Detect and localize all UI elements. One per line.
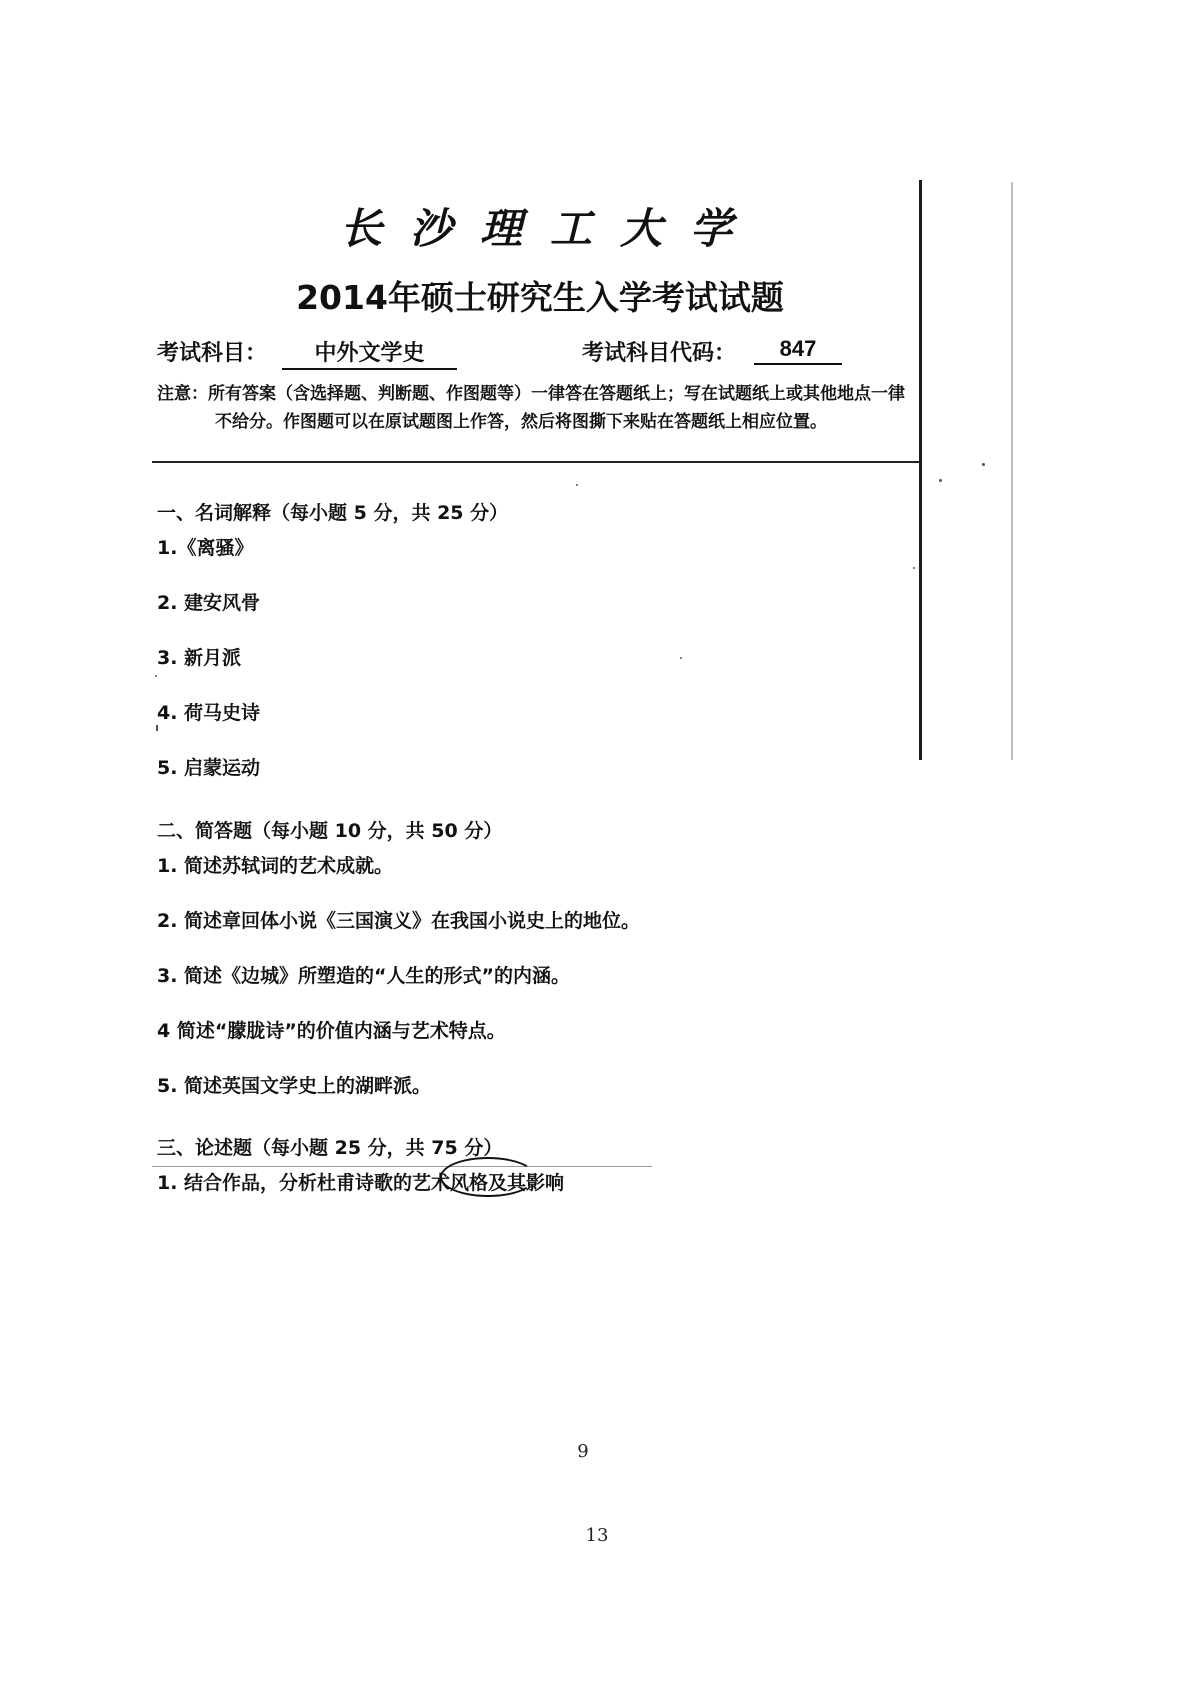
scan-border-line — [919, 180, 922, 760]
subject-label: 考试科目： — [157, 341, 268, 366]
question-item: 3. 简述《边城》所塑造的“人生的形式”的内涵。 — [157, 965, 571, 987]
section-heading: 三、论述题（每小题 25 分，共 75 分） — [157, 1137, 503, 1159]
school-name: 长沙理工大学 — [340, 204, 761, 253]
section-heading: 二、简答题（每小题 10 分，共 50 分） — [157, 820, 503, 842]
scan-speck — [155, 675, 157, 677]
outer-page-number: 13 — [585, 1525, 609, 1546]
subject-value: 中外文学史 — [282, 336, 457, 370]
question-item: 5. 简述英国文学史上的湖畔派。 — [157, 1075, 432, 1097]
handwritten-circle-mark — [440, 1157, 536, 1197]
scan-faint-line — [152, 1166, 652, 1167]
question-item: 2. 简述章回体小说《三国演义》在我国小说史上的地位。 — [157, 910, 641, 932]
header-divider — [152, 461, 920, 463]
subject-code-label: 考试科目代码： — [582, 341, 737, 366]
question-item: 1. 结合作品，分析杜甫诗歌的艺术风格及其影响 — [157, 1172, 565, 1194]
scan-speck — [913, 567, 915, 569]
question-item: 4. 荷马史诗 — [157, 702, 261, 724]
question-item: 3. 新月派 — [157, 647, 242, 669]
scan-speck — [680, 657, 682, 659]
subject-code-value: 847 — [754, 336, 842, 365]
exam-title: 2014年硕士研究生入学考试试题 — [296, 278, 784, 317]
question-item: 1. 简述苏轼词的艺术成就。 — [157, 855, 394, 877]
scan-speck — [939, 479, 942, 482]
question-item: 1.《离骚》 — [157, 537, 254, 559]
section-heading: 一、名词解释（每小题 5 分，共 25 分） — [157, 502, 509, 524]
scan-speck — [982, 463, 985, 466]
notice-text: 注意：所有答案（含选择题、判断题、作图题等）一律答在答题纸上；写在试题纸上或其他地点一律不给分。作图题可以在原试题图上作答，然后将图撕下来贴在答题纸上相应位置。 — [157, 384, 905, 432]
question-item: 5. 启蒙运动 — [157, 757, 261, 779]
inner-page-number: 9 — [577, 1441, 589, 1462]
question-item: 4 简述“朦胧诗”的价值内涵与艺术特点。 — [157, 1020, 506, 1042]
scan-edge-line — [1011, 182, 1013, 760]
scan-speck — [576, 484, 578, 486]
scan-speck — [156, 725, 158, 731]
question-item: 2. 建安风骨 — [157, 592, 261, 614]
